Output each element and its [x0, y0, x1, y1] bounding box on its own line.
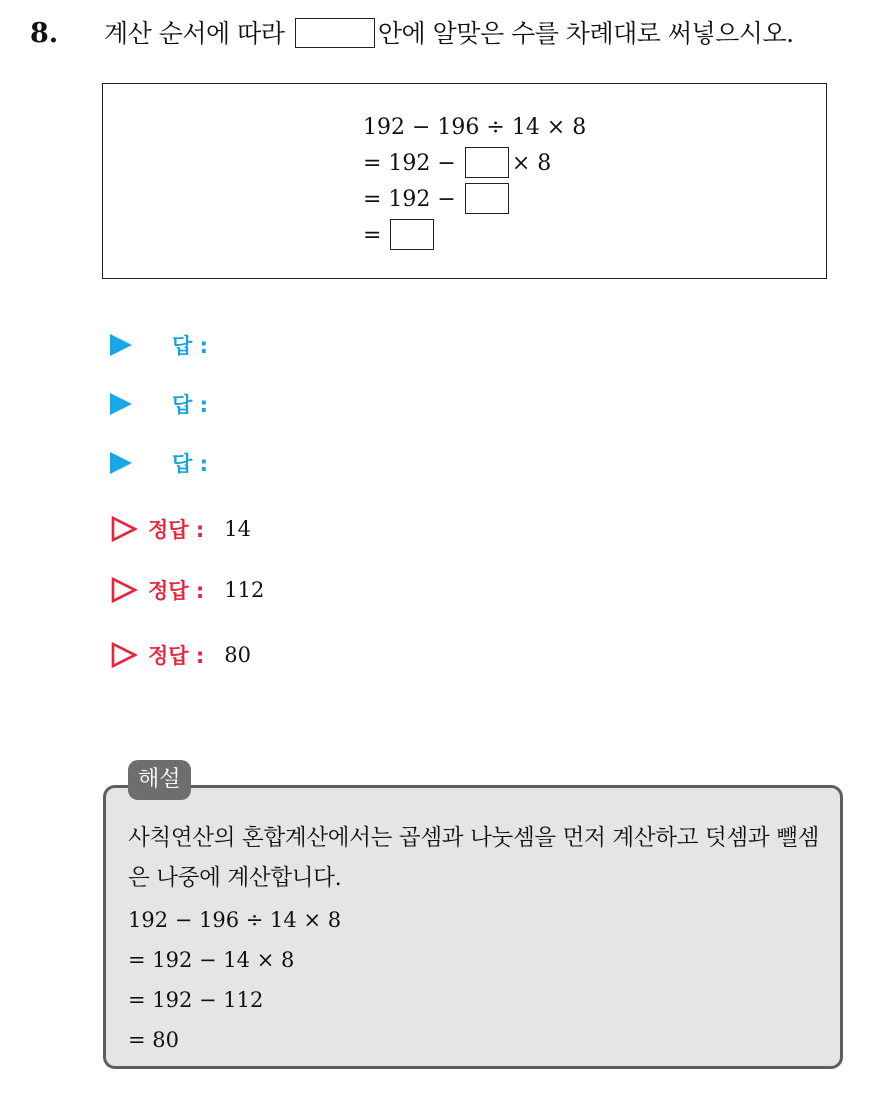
answer-label: 답 : — [172, 334, 208, 358]
explanation-steps — [128, 900, 341, 1060]
explanation-step-1: 192 − 196 ÷ 14 × 8 — [128, 908, 342, 932]
outline-arrow-icon — [110, 515, 138, 543]
answer-blank-2[interactable] — [465, 183, 509, 214]
answer-row-3[interactable] — [110, 445, 208, 481]
outline-arrow-icon — [110, 576, 138, 604]
explanation-step-4: = 80 — [128, 1028, 179, 1052]
explanation-step-3: = 192 − 112 — [128, 988, 264, 1012]
correct-value: 80 — [224, 643, 252, 667]
problem-line-1: 192 − 196 ÷ 14 × 8 — [363, 115, 587, 140]
correct-label: 정답 : — [148, 644, 205, 668]
problem-box — [102, 83, 827, 279]
correct-label: 정답 : — [148, 518, 205, 542]
answer-blank-1[interactable] — [465, 147, 509, 178]
explanation-step-2: = 192 − 14 × 8 — [128, 948, 295, 972]
problem-line-4-prefix: = — [363, 223, 382, 248]
problem-line-3 — [363, 182, 586, 218]
play-arrow-icon — [110, 393, 132, 415]
problem-line-2 — [363, 146, 586, 182]
explanation-text: 사칙연산의 혼합계산에서는 곱셈과 나눗셈을 먼저 계산하고 덧셈과 뺄셈은 나중에 계산합니다. — [128, 825, 820, 891]
correct-value: 14 — [224, 517, 252, 541]
correct-row-2 — [110, 572, 264, 608]
question-number: 8. — [30, 18, 59, 49]
play-arrow-icon — [110, 334, 132, 356]
outline-arrow-icon — [110, 641, 138, 669]
problem-line-4 — [363, 218, 586, 254]
problem-lines — [363, 110, 586, 254]
correct-row-1 — [110, 511, 251, 547]
answer-row-1[interactable] — [110, 327, 208, 363]
answer-blank-3[interactable] — [390, 219, 434, 250]
problem-line-2-suffix: × 8 — [511, 151, 552, 176]
question-text-after: 안에 알맞은 수를 차례대로 써넣으시오. — [377, 19, 794, 48]
correct-label: 정답 : — [148, 579, 205, 603]
correct-value: 112 — [224, 578, 265, 602]
play-arrow-icon — [110, 452, 132, 474]
question-text-before: 계산 순서에 따라 — [104, 19, 285, 48]
problem-line-3-prefix: = 192 − — [363, 187, 456, 212]
answer-label: 답 : — [172, 452, 208, 476]
blank-box-symbol — [295, 18, 375, 48]
explanation-tag: 해설 — [128, 760, 191, 800]
question-text — [104, 14, 794, 54]
answer-label: 답 : — [172, 393, 208, 417]
correct-row-3 — [110, 637, 251, 673]
answer-row-2[interactable] — [110, 386, 208, 422]
problem-line-2-prefix: = 192 − — [363, 151, 456, 176]
